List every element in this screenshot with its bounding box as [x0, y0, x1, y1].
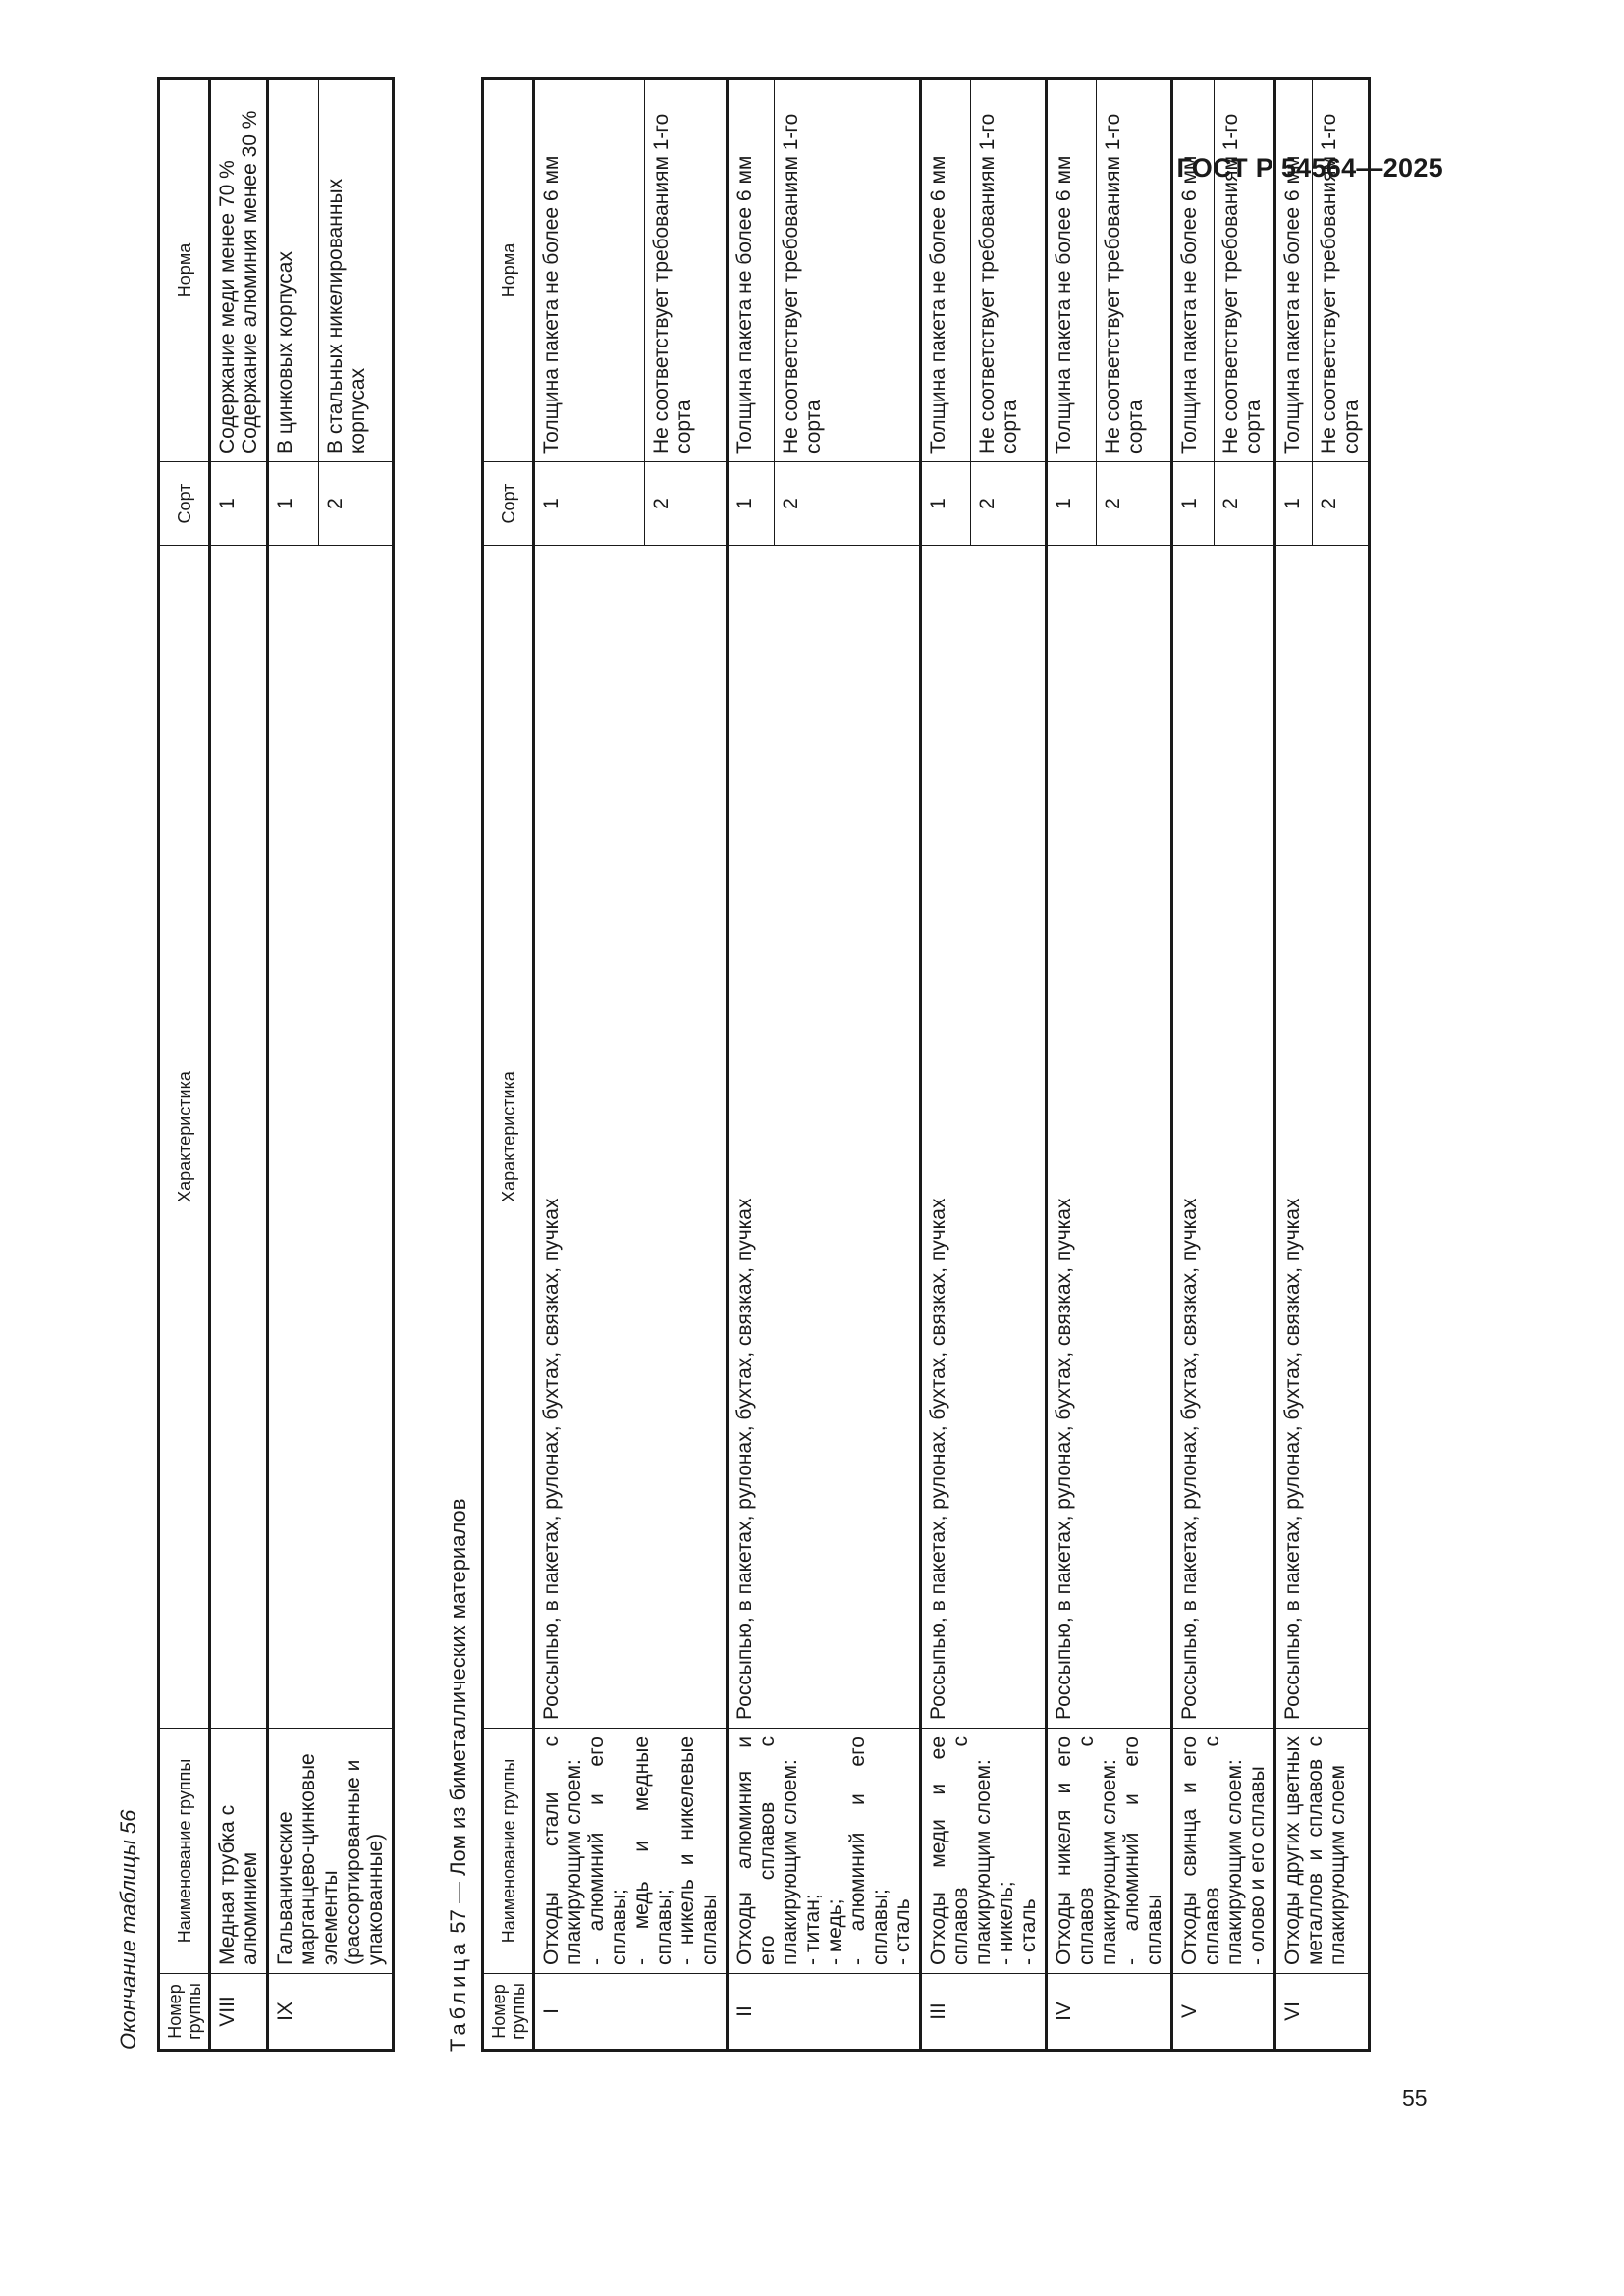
norm: Не соответствует требованиям 1-го сорта	[1313, 79, 1370, 462]
norm: Не соответствует требованиям 1-го сорта	[774, 79, 920, 462]
norm: В цинковых корпусах	[268, 79, 319, 462]
norm: Толщина пакета не более 6 мм	[921, 79, 971, 462]
table-57-title	[446, 1499, 471, 2052]
table-row	[534, 79, 645, 2051]
group-name	[728, 1729, 921, 1974]
norm: Толщина пакета не более 6 мм	[728, 79, 775, 462]
table-row	[210, 79, 268, 2051]
characteristic: Россыпью, в пакетах, рулонах, бухтах, связках, пучках	[1047, 546, 1172, 1729]
standard-code: ГОСТ Р 54564—2025	[1176, 153, 1443, 183]
name-line: - алюминий и его сплавы;	[585, 1736, 630, 1965]
norm: Не соответствует требованиям 1-го сорта	[1214, 79, 1274, 462]
page-number: 55	[1402, 2085, 1428, 2110]
grade: 1	[1275, 462, 1313, 546]
column-header: Наименование группы	[159, 1729, 210, 1974]
group-number: IV	[1047, 1974, 1172, 2051]
group-number: VIII	[210, 1974, 268, 2051]
grade: 1	[1047, 462, 1097, 546]
name-line: - медь;	[824, 1898, 846, 1965]
continuation-title: Окончание таблицы 56	[116, 1809, 140, 2050]
column-header: Номер группы	[159, 1974, 210, 2051]
table-row	[921, 79, 971, 2051]
grade: 2	[1214, 462, 1274, 546]
name-line: - алюминий и его сплавы;	[846, 1736, 892, 1965]
norm: Толщина пакета не более 6 мм	[1275, 79, 1313, 462]
characteristic	[210, 546, 268, 1729]
group-name	[534, 1729, 728, 1974]
grade: 2	[644, 462, 727, 546]
name-line: - олово и его сплавы	[1246, 1766, 1269, 1965]
column-header: Сорт	[483, 462, 534, 546]
grade: 1	[1172, 462, 1215, 546]
group-number: I	[534, 1974, 728, 2051]
norm: Толщина пакета не более 6 мм	[1172, 79, 1215, 462]
name-line: - сталь	[892, 1898, 914, 1965]
characteristic: Россыпью, в пакетах, рулонах, бухтах, связках, пучках	[921, 546, 1047, 1729]
group-name: Медная трубка с алюминием	[210, 1729, 268, 1974]
norm: Толщина пакета не более 6 мм	[1047, 79, 1097, 462]
column-header: Номер группы	[483, 1974, 534, 2051]
group-number: III	[921, 1974, 1047, 2051]
table-row	[1172, 79, 1215, 2051]
group-number: II	[728, 1974, 921, 2051]
grade: 1	[210, 462, 268, 546]
grade: 1	[268, 462, 319, 546]
table-title-text: 57 — Лом из биметаллических материалов	[446, 1498, 470, 1934]
table-57	[481, 77, 1371, 2052]
table-row	[1275, 79, 1313, 2051]
column-header: Сорт	[159, 462, 210, 546]
name-line: Отходы стали с плакирующим слоем:	[540, 1736, 585, 1965]
characteristic: Россыпью, в пакетах, рулонах, бухтах, связках, пучках	[1172, 546, 1275, 1729]
group-number: V	[1172, 1974, 1275, 2051]
name-line: - титан;	[801, 1894, 824, 1965]
table-56-continuation	[157, 77, 395, 2052]
name-line: Отходы свинца и его сплавов с плакирующим слоем:	[1178, 1736, 1246, 1965]
norm: В стальных никелированных корпусах	[319, 79, 394, 462]
name-line: - алюминий и его сплавы	[1120, 1736, 1165, 1965]
grade: 2	[1096, 462, 1171, 546]
group-name	[921, 1729, 1047, 1974]
column-header: Норма	[159, 79, 210, 462]
group-number: IX	[268, 1974, 394, 2051]
name-line: Отходы никеля и его сплавов с плакирующим слоем:	[1053, 1736, 1120, 1965]
group-name: Отходы других цветных металлов и сплавов с плакирующим слоем	[1275, 1729, 1370, 1974]
column-header: Характеристика	[483, 546, 534, 1729]
characteristic: Россыпью, в пакетах, рулонах, бухтах, связках, пучках	[728, 546, 921, 1729]
norm: Не соответствует требованиям 1-го сорта	[644, 79, 727, 462]
column-header: Норма	[483, 79, 534, 462]
name-line: Отходы алюминия и его сплавов с плакирующим слоем:	[733, 1736, 801, 1965]
group-number: VI	[1275, 1974, 1370, 2051]
norm: Не соответствует требованиям 1-го сорта	[970, 79, 1046, 462]
grade: 2	[1313, 462, 1370, 546]
grade: 1	[534, 462, 645, 546]
name-line: - сталь	[1017, 1898, 1040, 1965]
name-line: - никель;	[995, 1881, 1017, 1965]
group-name	[1047, 1729, 1172, 1974]
name-line: - медь и медные сплавы;	[630, 1736, 676, 1965]
norm	[210, 79, 268, 462]
characteristic: Россыпью, в пакетах, рулонах, бухтах, связках, пучках	[534, 546, 728, 1729]
norm-line: Содержание меди менее 70 %	[216, 160, 239, 454]
table-row	[728, 79, 775, 2051]
name-line: - никель и никелевые сплавы	[676, 1736, 721, 1965]
grade: 1	[728, 462, 775, 546]
grade: 2	[774, 462, 920, 546]
characteristic: Россыпью, в пакетах, рулонах, бухтах, связках, пучках	[1275, 546, 1370, 1729]
column-header: Характеристика	[159, 546, 210, 1729]
norm-line: Содержание алюминия менее 30 %	[239, 110, 261, 454]
column-header: Наименование группы	[483, 1729, 534, 1974]
grade: 1	[921, 462, 971, 546]
rotated-content	[108, 49, 1542, 2052]
table-row	[1047, 79, 1097, 2051]
table-row	[268, 79, 319, 2051]
name-line: Отходы меди и ее сплавов с плакирующим слоем:	[927, 1736, 995, 1965]
group-name: Гальванические марганцево-цинковые элементы (рассортированные и упакованные)	[268, 1729, 394, 1974]
characteristic	[268, 546, 394, 1729]
grade: 2	[970, 462, 1046, 546]
table-label: Таблица	[446, 1939, 470, 2052]
norm: Толщина пакета не более 6 мм	[534, 79, 645, 462]
grade: 2	[319, 462, 394, 546]
norm: Не соответствует требованиям 1-го сорта	[1096, 79, 1171, 462]
group-name	[1172, 1729, 1275, 1974]
